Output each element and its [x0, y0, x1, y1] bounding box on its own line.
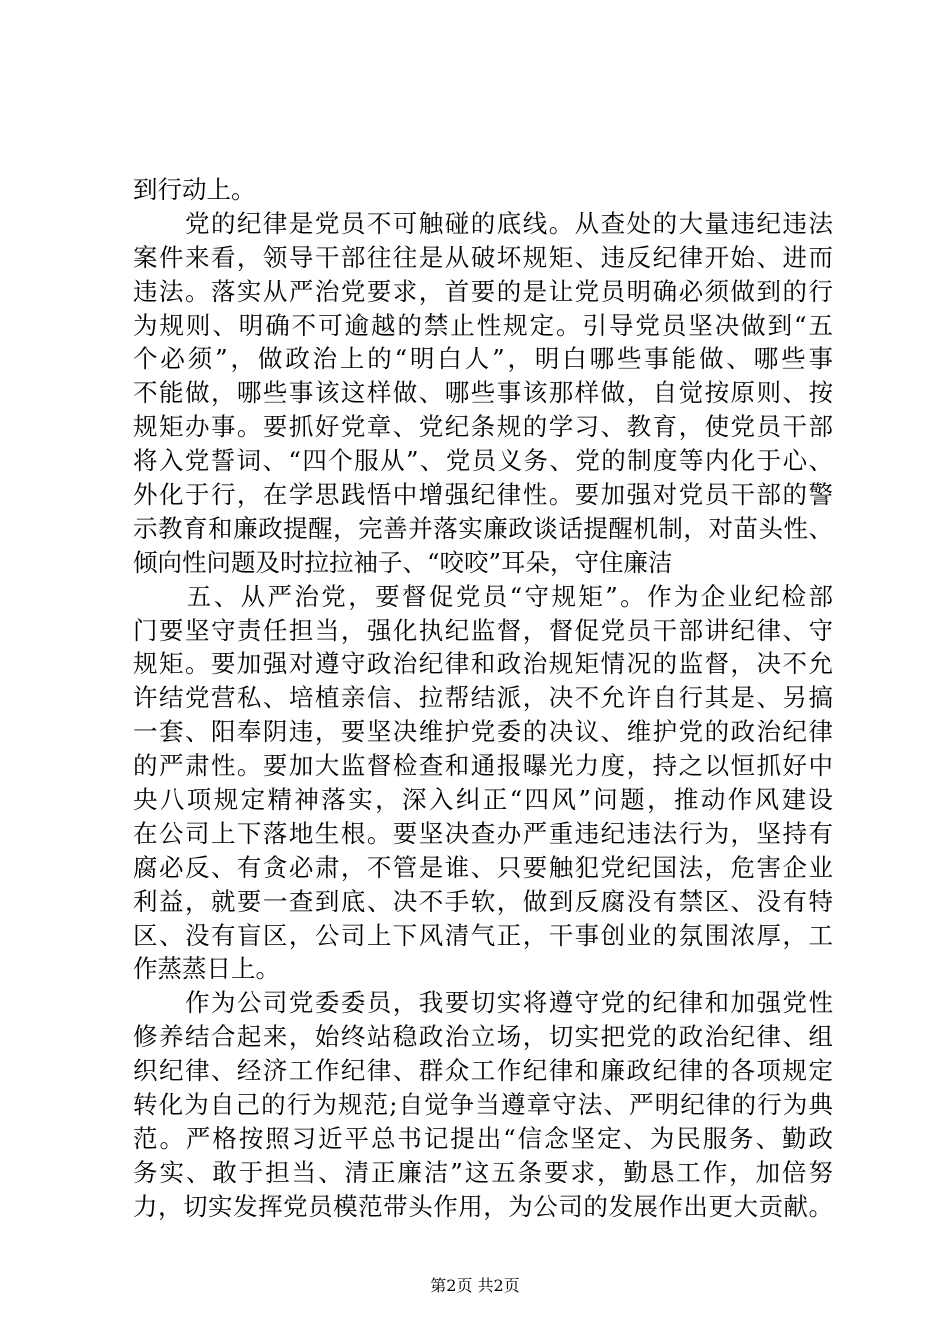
text-line: 一套、阳奉阴违，要坚决维护党委的决议、维护党的政治纪律 — [133, 717, 833, 747]
text-line: 为规则、明确不可逾越的禁止性规定。引导党员坚决做到“五 — [133, 310, 833, 340]
text-line: 门要坚守责任担当，强化执纪监督，督促党员干部讲纪律、守 — [133, 615, 833, 645]
text-line: 范。严格按照习近平总书记提出“信念坚定、为民服务、勤政 — [133, 1123, 833, 1153]
text-line: 央八项规定精神落实，深入纠正“四风”问题，推动作风建设 — [133, 785, 833, 815]
text-line: 腐必反、有贪必肃，不管是谁、只要触犯党纪国法，危害企业 — [133, 852, 833, 882]
text-line: 务实、敢于担当、清正廉洁”这五条要求，勤恳工作，加倍努 — [133, 1157, 833, 1187]
page-number: 第2页 共2页 — [430, 1276, 520, 1295]
text-line: 倾向性问题及时拉拉袖子、“咬咬”耳朵，守住廉洁 — [133, 547, 673, 577]
text-line: 修养结合起来，始终站稳政治立场，切实把党的政治纪律、组 — [133, 1022, 833, 1052]
text-line: 在公司上下落地生根。要坚决查办严重违纪违法行为，坚持有 — [133, 818, 833, 848]
text-line: 违法。落实从严治党要求，首要的是让党员明确必须做到的行 — [133, 276, 833, 306]
text-line: 许结党营私、培植亲信、拉帮结派，决不允许自行其是、另搞 — [133, 683, 833, 713]
text-line: 力，切实发挥党员模范带头作用，为公司的发展作出更大贡献。 — [133, 1191, 833, 1221]
text-line: 到行动上。 — [133, 175, 256, 204]
text-line: 织纪律、经济工作纪律、群众工作纪律和廉政纪律的各项规定 — [133, 1056, 833, 1086]
text-line: 案件来看，领导干部往往是从破坏规矩、违反纪律开始、进而 — [133, 242, 833, 272]
text-line: 利益，就要一查到底、决不手软，做到反腐没有禁区、没有特 — [133, 886, 833, 916]
text-line: 作蒸蒸日上。 — [133, 954, 280, 984]
document-body — [133, 173, 833, 1224]
text-line: 五、从严治党，要督促党员“守规矩”。作为企业纪检部 — [133, 581, 833, 611]
text-line: 不能做，哪些事该这样做、哪些事该那样做，自觉按原则、按 — [133, 378, 833, 408]
text-line: 作为公司党委委员，我要切实将遵守党的纪律和加强党性 — [133, 988, 833, 1018]
text-line: 规矩。要加强对遵守政治纪律和政治规矩情况的监督，决不允 — [133, 649, 833, 679]
text-line: 外化于行，在学思践悟中增强纪律性。要加强对党员干部的警 — [133, 480, 833, 510]
text-line: 示教育和廉政提醒，完善并落实廉政谈话提醒机制，对苗头性、 — [133, 513, 833, 543]
text-line: 的严肃性。要加大监督检查和通报曝光力度，持之以恒抓好中 — [133, 751, 833, 781]
text-line: 将入党誓词、“四个服从”、党员义务、党的制度等内化于心、 — [133, 446, 833, 476]
text-line: 区、没有盲区，公司上下风清气正，干事创业的氛围浓厚，工 — [133, 920, 833, 950]
text-line: 个必须”，做政治上的“明白人”，明白哪些事能做、哪些事 — [133, 344, 833, 374]
text-line: 规矩办事。要抓好党章、党纪条规的学习、教育，使党员干部 — [133, 412, 833, 442]
text-line: 党的纪律是党员不可触碰的底线。从查处的大量违纪违法 — [133, 208, 833, 238]
text-line: 转化为自己的行为规范;自觉争当遵章守法、严明纪律的行为典 — [133, 1090, 833, 1120]
page-footer — [0, 1276, 950, 1296]
